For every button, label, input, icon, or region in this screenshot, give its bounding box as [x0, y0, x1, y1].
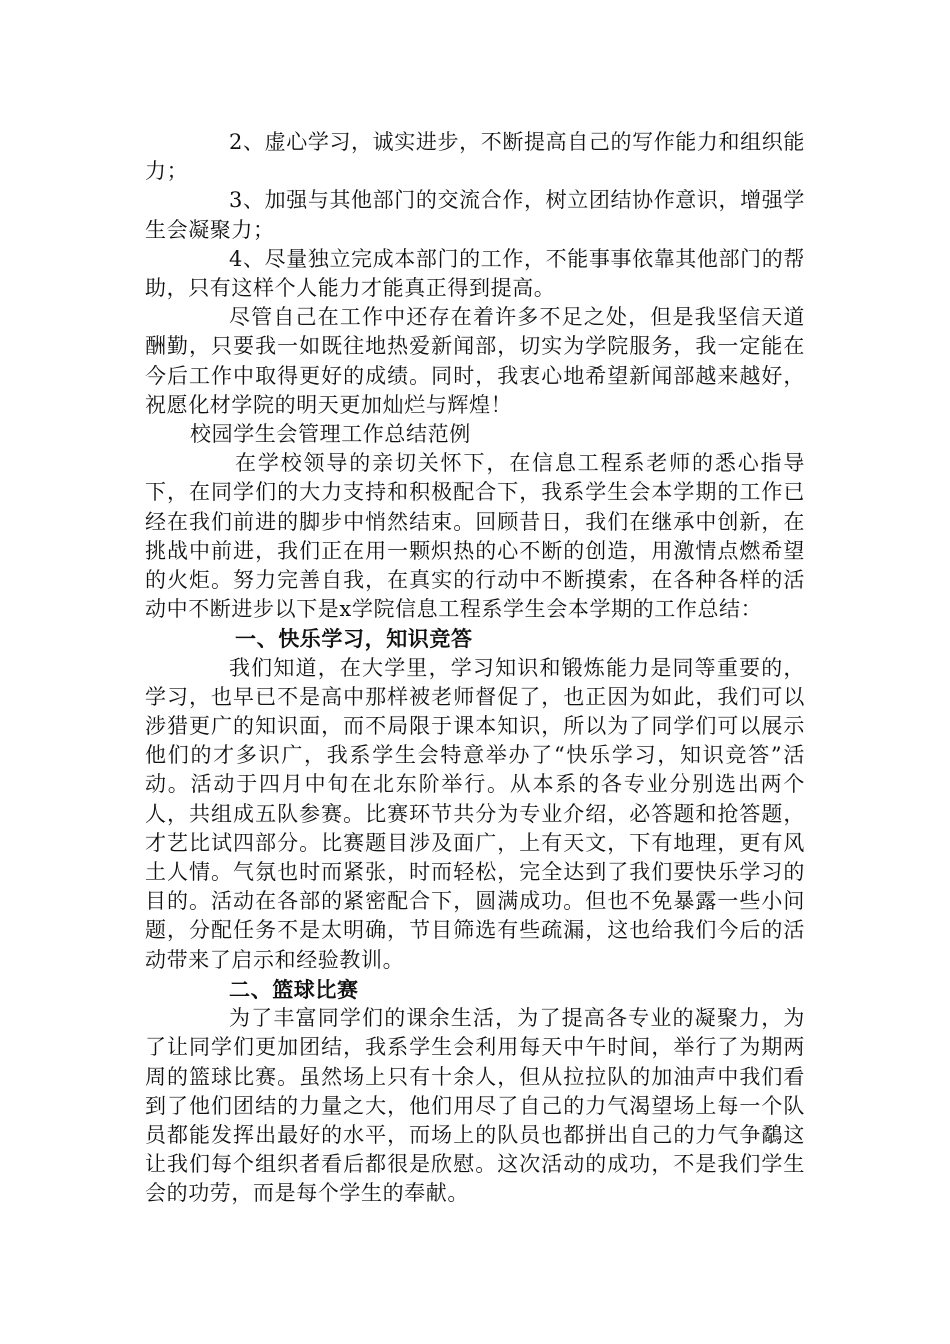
paragraph-knowledge-quiz: 我们知道，在大学里，学习知识和锻炼能力是同等重要的，学习，也早已不是高中那样被老师督促了，也正因为如此，我们可以涉猎更广的知识面，而不局限于课本知识，所以为了同学们可以展示他们的才多识广，我系学生会特意举办了“快乐学习，知识竞答”活动。活动于四月中旬在北东阶举行。从本系的各专业分别选出两个人，共组成五队参赛。比赛环节共分为专业介绍，必答题和抢答题，才艺比试四部分。比赛题目涉及面广，上有天文，下有地理，更有风土人情。气氛也时而紧张，时而轻松，完全达到了我们要快乐学习的目的。活动在各部的紧密配合下，圆满成功。但也不免暴露一些小问题，分配任务不是太明确，节目筛选有些疏漏，这也给我们今后的活动带来了启示和经验教训。 [145, 655, 805, 972]
list-item-3: 3、加强与其他部门的交流合作，树立团结协作意识，增强学生会凝聚力； [145, 188, 805, 242]
section-title: 校园学生会管理工作总结范例 [190, 422, 471, 447]
document-page [145, 128, 805, 1209]
list-item-4: 4、尽量独立完成本部门的工作，不能事事依靠其他部门的帮助，只有这样个人能力才能真正得到提高。 [145, 246, 805, 301]
paragraph-basketball: 为了丰富同学们的课余生活，为了提高各专业的凝聚力，为了让同学们更加团结，我系学生会利用每天中午时间，举行了为期两周的篮球比赛。虽然场上只有十余人，但从拉拉队的加油声中我们看到了他们团结的力量之大，他们用尽了自己的力气渴望场上每一个队员都能发挥出最好的水平，而场上的队员也都拼出自己的力气争鷸这让我们每个组织者看后都很是欣慰。这次活动的成功，不是我们学生会的功劳，而是每个学生的奉献。 [145, 1006, 805, 1206]
intro-paragraph: 在学校领导的亲切关怀下，在信息工程系老师的悉心指导下，在同学们的大力支持和积极配合下，我系学生会本学期的工作已经在我们前进的脚步中悄然结束。回顾昔日，我们在继承中创新，在挑战中前进，我们正在用一颗炽热的心不断的创造，用激情点燃希望的火炬。努力完善自我，在真实的行动中不断摸索，在各种各样的活动中不断进步以下是x学院信息工程系学生会本学期的工作总结： [145, 451, 805, 622]
heading-knowledge-quiz: 一、快乐学习，知识竞答 [235, 626, 473, 652]
list-item-2: 2、虚心学习，诚实进步，不断提高自己的写作能力和组织能力； [145, 130, 805, 184]
closing-paragraph: 尽管自己在工作中还存在着许多不足之处，但是我坚信天道酬勤，只要我一如既往地热爱新闻部，切实为学院服务，我一定能在今后工作中取得更好的成绩。同时，我衷心地希望新闻部越来越好，祝愿化材学院的明天更加灿烂与辉煌！ [145, 305, 805, 417]
heading-basketball: 二、篮球比赛 [229, 976, 359, 1002]
